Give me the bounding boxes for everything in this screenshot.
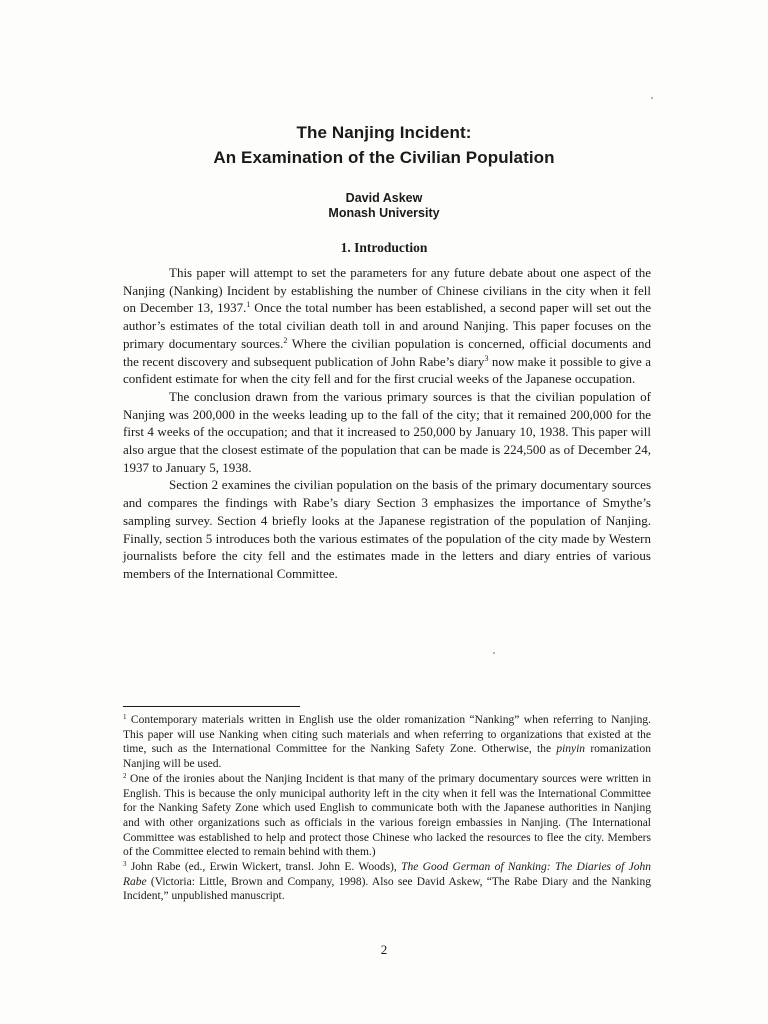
scan-speck <box>651 97 653 99</box>
title-line-1: The Nanjing Incident: <box>296 123 472 142</box>
footnote-2-number: 2 <box>123 771 127 780</box>
paragraph-1-part-d: now make it possible to give a confident estimate for when the city fell and for the first crucial weeks of the Japanese occupation. <box>123 353 651 387</box>
footnote-1-emphasis: pinyin <box>556 743 586 756</box>
body-text <box>123 264 651 583</box>
footnote-2 <box>123 772 651 860</box>
paragraph-1-part-a: This paper will attempt to set the parameters for any future debate about one aspect of the Nanjing (Nanking) Incident by establishing the number of Chinese civilians in the city when it fell on December 13, 1937. <box>123 265 651 316</box>
footnote-3-number: 3 <box>123 860 127 869</box>
paragraph-1 <box>123 264 651 388</box>
paper-title <box>0 120 768 170</box>
page-number: 2 <box>380 942 388 957</box>
footnote-2-text: One of the ironies about the Nanjing Incident is that many of the primary documentary sources were written in English. This is because the only municipal authority left in the city when it fell was the International Committee for the Nanking Safety Zone which used English to communicate both with the Japanese authorities in Nanjing and with other organizations such as officials in the various foreign embassies in Nanjing. (The International Committee was established to help and protect those Chinese who lacked the resources to flee the city. Members of the Committee elected to remain behind with them.) <box>123 772 651 859</box>
section-heading: 1. Introduction <box>340 240 428 255</box>
paragraph-1-part-b: Once the total number has been established, a second paper will set out the author’s estimates of the total civilian death toll in and around Nanjing. This paper focuses on the primary documentary sources. <box>123 300 651 351</box>
footnote-3-text-a: John Rabe (ed., Erwin Wickert, transl. John E. Woods), <box>126 861 402 874</box>
footnote-ref-1: 1 <box>246 300 251 310</box>
footnote-3-text-b: (Victoria: Little, Brown and Company, 1998). Also see David Askew, “The Rabe Diary and the Nanking Incident,” unpublished manuscript. <box>123 875 651 903</box>
paragraph-2: The conclusion drawn from the various primary sources is that the civilian population of Nanjing was 200,000 in the weeks leading up to the fall of the city; that it remained 200,000 for the first 4 weeks of the occupation; and that it increased to 250,000 by January 10, 1938. This paper will also argue that the closest estimate of the population that can be made is 224,500 as of December 24, 1937 to January 5, 1938. <box>123 388 651 475</box>
footnotes <box>123 713 651 904</box>
footnote-3 <box>123 860 651 904</box>
title-line-2: An Examination of the Civilian Population <box>213 148 555 167</box>
footnote-ref-2: 2 <box>283 335 288 345</box>
footnote-separator <box>123 706 300 707</box>
author-name: David Askew <box>345 191 423 205</box>
paragraph-3: Section 2 examines the civilian population on the basis of the primary documentary sources and compares the findings with Rabe’s diary Section 3 emphasizes the importance of Smythe’s sampling survey. Section 4 briefly looks at the Japanese registration of the population of Nanjing. Finally, section 5 introduces both the various estimates of the population of the city made by Western journalists before the city fell and the estimates made in the letters and diary entries of various members of the International Committee. <box>123 477 651 581</box>
footnote-1-text-a: Contemporary materials written in English use the older romanization “Nanking” when referring to Nanjing. This paper will use Nanking when citing such materials and when referring to organizations that existed at the time, such as the International Committee for the Nanking Safety Zone. Otherwise, the <box>123 714 651 756</box>
scan-speck <box>493 652 495 654</box>
footnote-1-text-b: romanization Nanjing will be used. <box>123 743 651 771</box>
author-block <box>0 191 768 221</box>
author-affiliation: Monash University <box>328 206 440 220</box>
footnote-ref-3: 3 <box>484 353 489 363</box>
paragraph-1-part-c: Where the civilian population is concerned, official documents and the recent discovery and subsequent publication of John Rabe’s diary <box>123 335 651 369</box>
footnote-1-number: 1 <box>123 713 127 721</box>
footnote-3-book-title: The Good German of Nanking: The Diaries of John Rabe <box>123 861 651 888</box>
footnote-1 <box>123 713 651 772</box>
